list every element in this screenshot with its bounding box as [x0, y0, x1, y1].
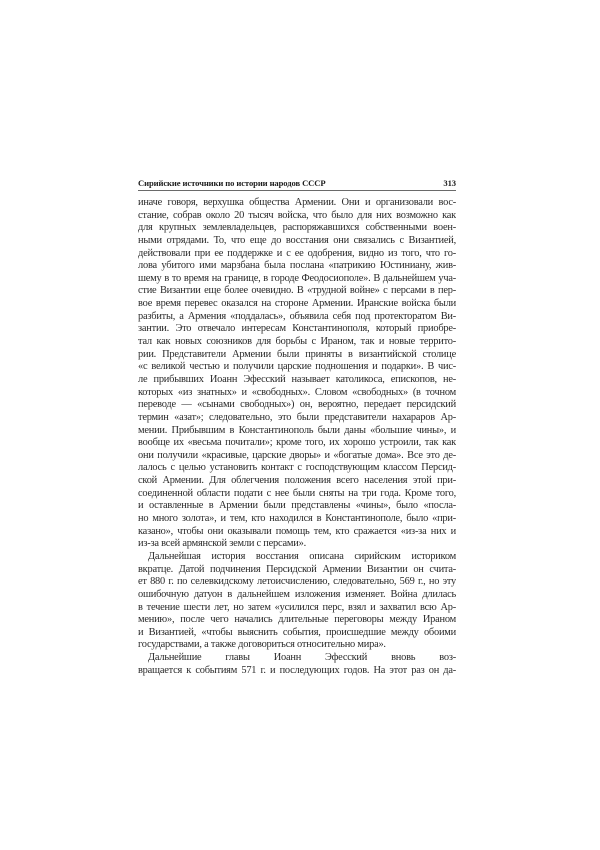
- text-line: которых «из знатных» и «свободных». Словом «свободных» (в точном: [138, 386, 456, 398]
- text-line: шему в то время на границе, в городе Феодосиополе». В дальнейшем уча-: [138, 272, 456, 284]
- text-line: стание, собрав около 20 тысяч войска, что было для них возможно как: [138, 209, 456, 221]
- text-line: ет 880 г. по селевкидскому летоисчислению, следовательно, 569 г., но эту: [138, 576, 456, 588]
- text-line: мению», после чего начались длительные переговоры между Ираном: [138, 614, 456, 626]
- text-line: переводе — «сынами свободных») он, вероятно, передает персидский: [138, 399, 456, 411]
- text-line: рии. Представители Армении были приняты в византийской столице: [138, 348, 456, 360]
- running-header: [138, 178, 456, 191]
- text-line: действовали при ее поддержке и с ее одобрения, видно из того, что го-: [138, 247, 456, 259]
- text-line: и оставленные в Армении были представлены «чины», было «посла-: [138, 500, 456, 512]
- text-line: лалось с целью установить контакт с господствующим классом Персид-: [138, 462, 456, 474]
- text-line: ными отрядами. То, что еще до восстания они связались с Византией,: [138, 234, 456, 246]
- text-line: разбиты, а Армения «поддалась», объявила себя под протекторатом Ви-: [138, 310, 456, 322]
- text-line: стие Византии еще более очевидно. В «трудной войне» с персами в пер-: [138, 285, 456, 297]
- page-number: 313: [443, 178, 456, 188]
- text-line: вообще их «весьма почитали»; кроме того, их хорошо устроили, так как: [138, 437, 456, 449]
- text-line: вкратце. Датой подчинения Персидской Армении Византии он счита-: [138, 563, 456, 575]
- text-line: «с великой честью и получили царские подношения и подарки». В чис-: [138, 361, 456, 373]
- text-line: для крупных землевладельцев, распоряжавшихся собственными воен-: [138, 222, 456, 234]
- text-line: из-за всей армянской земли с персами».: [138, 538, 306, 550]
- body-text: [138, 197, 456, 677]
- text-line: иначе говоря, верхушка общества Армении. Они и организовали вос-: [138, 197, 456, 208]
- text-line: соединенной области подати с нее были сняты на три года. Кроме того,: [138, 487, 456, 499]
- text-line: и Византией, «чтобы выяснить события, происшедшие между обоими: [138, 626, 456, 638]
- text-line: в течение шести лет, но затем «усилился перс, взял и захватил всю Ар-: [138, 601, 456, 613]
- book-page: [138, 178, 456, 677]
- text-line: государствами, а также договориться относительно мира».: [138, 639, 386, 651]
- text-line: Дальнейшие главы Иоанн Эфесский вновь воз-: [148, 652, 456, 664]
- text-line: они получили «красивые, царские дворы» и «богатые дома». Все это де-: [138, 449, 456, 461]
- text-line: ле прибывших Иоанн Эфесский называет католикоса, епископов, не-: [138, 373, 456, 385]
- text-line: термин «азат»; следовательно, это были представители нахараров Ар-: [138, 411, 456, 423]
- running-title: Сирийские источники по истории народов СССР: [138, 178, 326, 188]
- text-line: казано», чтобы они оказывали помощь тем, кто сражается «из-за них и: [138, 525, 456, 537]
- text-line: но много золота», и тем, кто находился в Константинополе, было «при-: [138, 513, 456, 525]
- text-line: вращается к событиям 571 г. и последующих годов. На этот раз он да-: [138, 664, 456, 676]
- text-line: зантии. Это отвечало интересам Константинополя, который приобре-: [138, 323, 456, 335]
- text-line: лова убитого ими марзбана была послана «патрикию Юстиниану, жив-: [138, 260, 456, 272]
- text-line: Дальнейшая история восстания описана сирийским историком: [148, 550, 456, 562]
- text-line: тал как новых союзников для борьбы с Ираном, так и новые террито-: [138, 336, 456, 348]
- text-line: вое время перевес оказался на стороне Армении. Иранские войска были: [138, 298, 456, 310]
- text-line: мении. Прибывшим в Константинополь были даны «большие чины», и: [138, 424, 456, 436]
- text-line: ошибочную датуон в дальнейшем изложения изменяет. Война длилась: [138, 588, 456, 600]
- text-line: ской Армении. Для облегчения положения всего населения этой при-: [138, 475, 456, 487]
